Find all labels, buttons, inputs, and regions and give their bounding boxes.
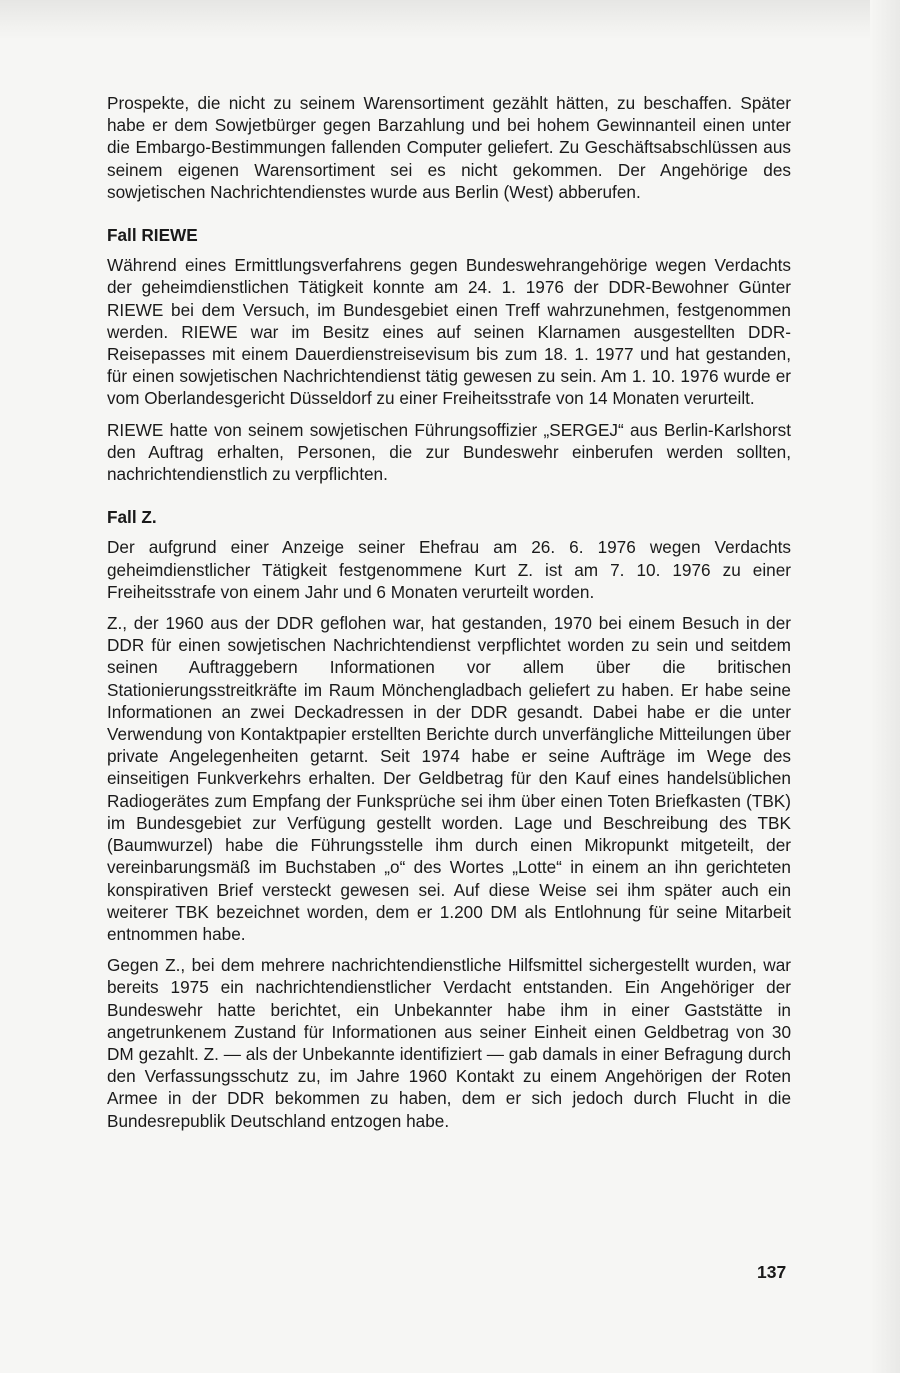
page-number: 137 <box>757 1262 787 1282</box>
page-body <box>107 92 791 1141</box>
paragraph-riewe-1: Während eines Ermittlungsverfahrens gegen Bundeswehrangehörige wegen Verdachts der geheimdienstlichen Tätigkeit konnte am 24. 1. 1976 der DDR-Bewohner Günter RIEWE bei dem Versuch, im Bundesgebiet einen Treff wahrzunehmen, festgenommen werden. RIEWE war im Besitz eines auf seinen Klarnamen ausgestellten DDR-Reisepasses mit einem Dauerdienstreisevisum bis zum 18. 1. 1977 und hat gestanden, für einen sowjetischen Nachrichtendienst tätig gewesen zu sein. Am 1. 10. 1976 wurde er vom Oberlandesgericht Düsseldorf zu einer Freiheitsstrafe von 14 Monaten verurteilt. <box>107 255 791 409</box>
paragraph-z-3: Gegen Z., bei dem mehrere nachrichtendienstliche Hilfsmittel sichergestellt wurden, war bereits 1975 ein nachrichtendienstlicher Verdacht entstanden. Ein Angehöriger der Bundeswehr hatte berichtet, ein Unbekannter habe ihm in einer Gaststätte in angetrunkenem Zustand für Informationen aus seiner Einheit einen Geldbetrag von 30 DM gezahlt. Z. — als der Unbekannte identifiziert — gab damals in einer Befragung durch den Verfassungsschutz zu, im Jahre 1960 Kontakt zu einem Angehörigen der Roten Armee in der DDR bekommen zu haben, dem er sich jedoch durch Flucht in die Bundesrepublik Deutschland entzogen habe. <box>107 955 791 1131</box>
heading-fall-z: Fall Z. <box>107 507 157 528</box>
scan-shadow-top <box>0 0 900 40</box>
scan-shadow-right <box>870 0 900 1373</box>
heading-fall-riewe: Fall RIEWE <box>107 225 198 246</box>
paragraph-riewe-2: RIEWE hatte von seinem sowjetischen Führungsoffizier „SERGEJ“ aus Berlin-Karlshorst den Auftrag erhalten, Personen, die zur Bundeswehr einberufen werden sollten, nachrichtendienstlich zu verpflichten. <box>107 419 791 485</box>
paragraph-intro: Prospekte, die nicht zu seinem Warensortiment gezählt hätten, zu beschaffen. Später habe er dem Sowjetbürger gegen Barzahlung und bei hohem Gewinnanteil einen unter die Embargo-Bestimmungen fallenden Computer geliefert. Zu Geschäftsabschlüssen aus seinem eigenen Warensortiment sei es nicht gekommen. Der Angehörige des sowjetischen Nachrichtendienstes wurde aus Berlin (West) abberufen. <box>107 93 791 202</box>
paragraph-z-1: Der aufgrund einer Anzeige seiner Ehefrau am 26. 6. 1976 wegen Verdachts geheimdienstlicher Tätigkeit festgenommene Kurt Z. ist am 7. 10. 1976 zu einer Freiheitsstrafe von einem Jahr und 6 Monaten verurteilt worden. <box>107 537 791 602</box>
paragraph-z-2: Z., der 1960 aus der DDR geflohen war, hat gestanden, 1970 bei einem Besuch in der DDR für einen sowjetischen Nachrichtendienst verpflichtet worden zu sein und seitdem seinen Auftraggebern Informationen vor allem über die britischen Stationierungsstreitkräfte im Raum Mönchengladbach geliefert zu haben. Er habe seine Informationen an zwei Deckadressen in der DDR gesandt. Dabei habe er die unter Verwendung von Kontaktpapier erstellten Berichte durch unverfängliche Mitteilungen über private Angelegenheiten getarnt. Seit 1974 habe er seine Aufträge im Wege des einseitigen Funkverkehrs erhalten. Der Geldbetrag für den Kauf eines handelsüblichen Radiogerätes zum Empfang der Funksprüche sei ihm über einen Toten Briefkasten (TBK) im Bundesgebiet zur Verfügung gestellt worden. Lage und Beschreibung des TBK (Baumwurzel) habe die Führungsstelle ihm durch einen Mikropunkt mitgeteilt, der vereinbarungsmäß im Buchstaben „o“ des Wortes „Lotte“ in einem an ihn gerichteten konspirativen Brief versteckt gewesen sei. Auf diese Weise sei ihm später auch ein weiterer TBK bezeichnet worden, dem er 1.200 DM als Entlohnung für seine Mitarbeit entnommen habe. <box>107 613 791 944</box>
